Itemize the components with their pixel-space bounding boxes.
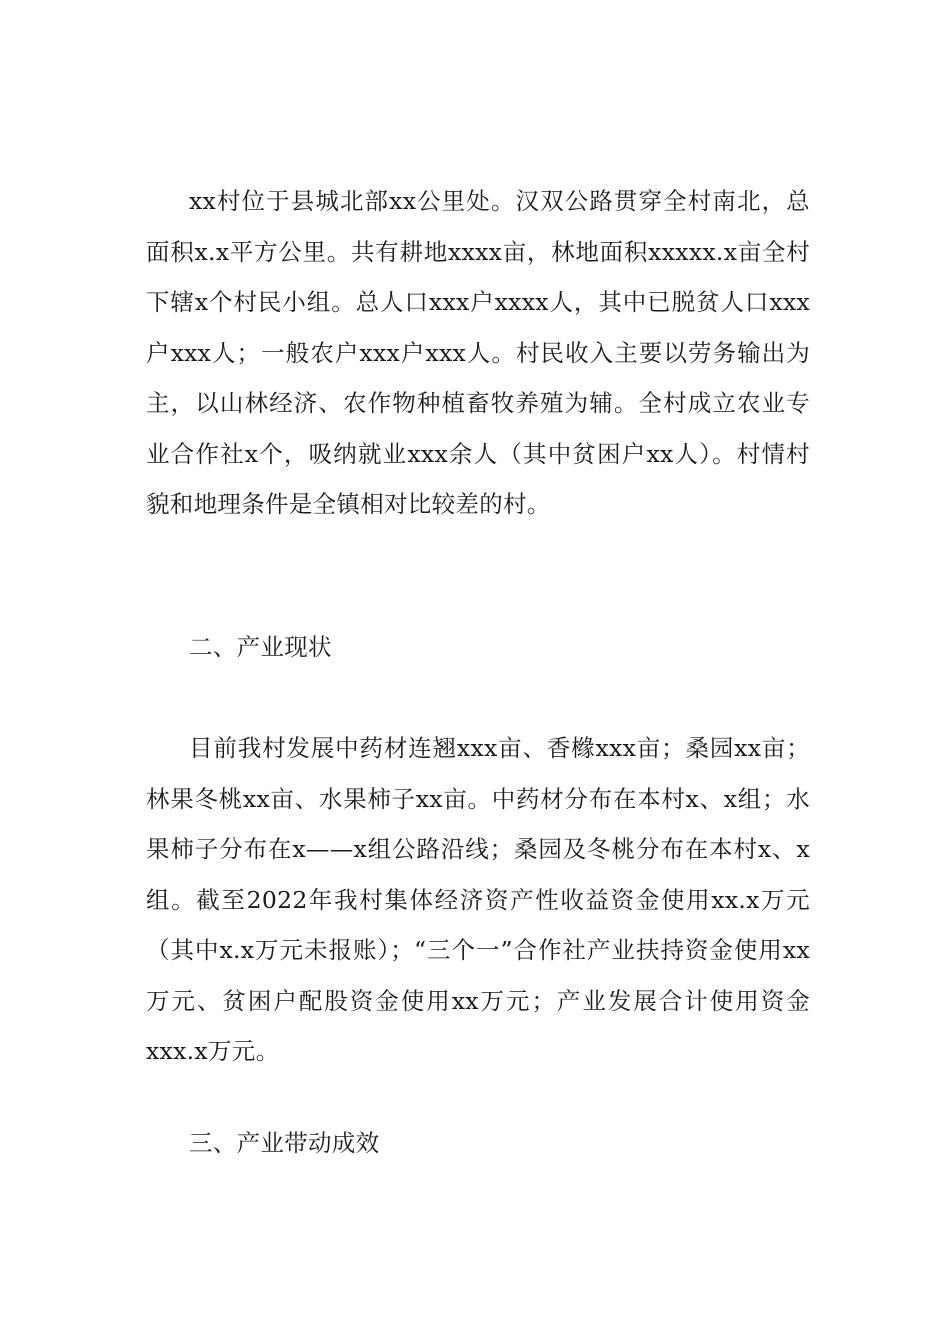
section-heading-industry-status: 二、产业现状 [189, 633, 332, 661]
paragraph-village-overview: xx村位于县城北部xx公里处。汉双公路贯穿全村南北，总面积x.x平方公里。共有耕地xxxx亩，林地面积xxxxx.x亩全村下辖x个村民小组。总人口xxx户xxxx人，其中已脱贫人口xxx户xxx人；一般农户xxx户xxx人。村民收入主要以劳务输出为主，以山林经济、农作物种植畜牧养殖为辅。全村成立农业专业合作社x个，吸纳就业xxx余人（其中贫困户xx人）。村情村貌和地理条件是全镇相对比较差的村。 [146, 187, 810, 518]
paragraph-industry-status: 目前我村发展中药材连翘xxx亩、香橼xxx亩；桑园xx亩；林果冬桃xx亩、水果柿子xx亩。中药材分布在本村x、x组；水果柿子分布在x——x组公路沿线；桑园及冬桃分布在本村x、x组。截至2022年我村集体经济资产性收益资金使用xx.x万元（其中x.x万元未报账）；“三个一”合作社产业扶持资金使用xx万元、贫困户配股资金使用xx万元；产业发展合计使用资金xxx.x万元。 [146, 734, 810, 1065]
section-heading-industry-effects: 三、产业带动成效 [189, 1129, 380, 1157]
